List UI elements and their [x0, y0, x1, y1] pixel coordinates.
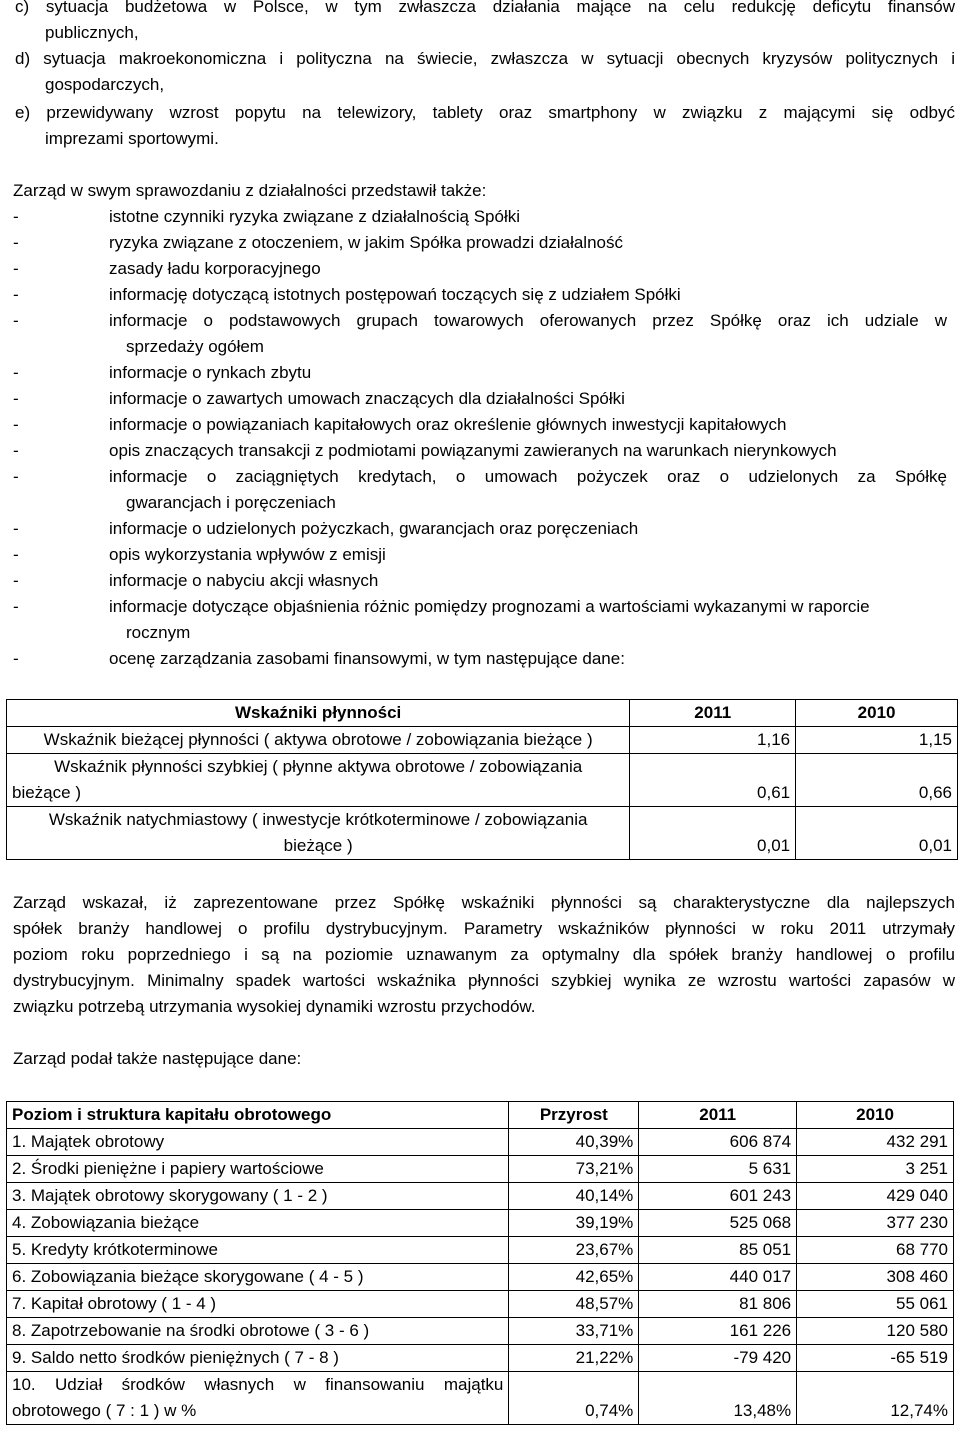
list-item-e: e) przewidywany wzrost popytu na telewizory, tablety oraz smartphony w związku z mającymi się odbyć imprezami sportowymi. — [15, 103, 955, 148]
table-row: 1. Majątek obrotowy 40,39% 606 874 432 291 — [7, 1129, 954, 1156]
table-row: 9. Saldo netto środków pieniężnych ( 7 - 8 ) 21,22% -79 420 -65 519 — [7, 1345, 954, 1372]
report-intro: Zarząd w swym sprawozdaniu z działalności przedstawił także: — [13, 181, 487, 200]
working-capital-table — [6, 1101, 954, 1425]
table-row: Wskaźnik bieżącej płynności ( aktywa obrotowe / zobowiązania bieżące ) 1,16 1,15 — [7, 727, 958, 754]
list-item-d: d) sytuacja makroekonomiczna i polityczna na świecie, zwłaszcza w sytuacji obecnych kryzysów politycznych i gospodarczych, — [15, 49, 955, 94]
table-row: 2. Środki pieniężne i papiery wartościowe 73,21% 5 631 3 251 — [7, 1156, 954, 1183]
list-item-c: c) sytuacja budżetowa w Polsce, w tym zwłaszcza działania mające na celu redukcję deficytu finansów publicznych, — [15, 0, 955, 42]
table-row: 8. Zapotrzebowanie na środki obrotowe ( 3 - 6 ) 33,71% 161 226 120 580 — [7, 1318, 954, 1345]
table-header-row: Poziom i struktura kapitału obrotowego Przyrost 2011 2010 — [7, 1102, 954, 1129]
table-header-row: Wskaźniki płynności 2011 2010 — [7, 700, 958, 727]
table-row: 7. Kapitał obrotowy ( 1 - 4 ) 48,57% 81 806 55 061 — [7, 1291, 954, 1318]
table-row: 5. Kredyty krótkoterminowe 23,67% 85 051 68 770 — [7, 1237, 954, 1264]
table-row: Wskaźnik płynności szybkiej ( płynne aktywa obrotowe / zobowiązania bieżące ) 0,61 0,66 — [7, 754, 958, 807]
table-row: 10. Udział środków własnych w finansowaniu majątku obrotowego ( 7 : 1 ) w % 0,74% 13,48% 12,74% — [7, 1372, 954, 1425]
table-row: 3. Majątek obrotowy skorygowany ( 1 - 2 ) 40,14% 601 243 429 040 — [7, 1183, 954, 1210]
liquidity-table — [6, 699, 958, 860]
table-row: 6. Zobowiązania bieżące skorygowane ( 4 - 5 ) 42,65% 440 017 308 460 — [7, 1264, 954, 1291]
table-row: Wskaźnik natychmiastowy ( inwestycje krótkoterminowe / zobowiązania bieżące ) 0,01 0,01 — [7, 807, 958, 860]
liquidity-commentary: Zarząd wskazał, iż zaprezentowane przez Spółkę wskaźniki płynności są charakterystyczne dla najlepszych spółek branży handlowej o profilu dystrybucyjnym. Parametry wskaźników płynności w roku 2011 utrzymały poziom roku poprzedniego i są na poziomie uznawanym za optymalny dla spółek branży handlowej o profilu dystrybucyjnym. Minimalny spadek wartości wskaźnika płynności szybkiej wynika ze wzrostu wartości zapasów w związku potrzebą utrzymania wysokiej dynamiki wzrostu przychodów. — [13, 893, 955, 1016]
table-row: 4. Zobowiązania bieżące 39,19% 525 068 377 230 — [7, 1210, 954, 1237]
data-intro: Zarząd podał także następujące dane: — [13, 1049, 302, 1068]
